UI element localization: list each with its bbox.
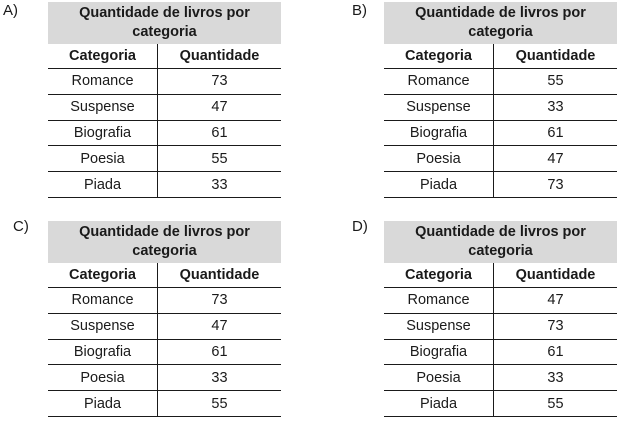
row-quantity: 61: [547, 124, 564, 141]
header-category: Categoria: [384, 44, 494, 68]
row-category: Piada: [384, 172, 494, 197]
row-category: Romance: [384, 288, 494, 313]
table-row: [384, 69, 617, 95]
table-row: [48, 314, 281, 340]
row-category: Suspense: [48, 95, 158, 120]
row-quantity: 73: [547, 176, 564, 193]
table-row: [48, 95, 281, 121]
row-quantity: 33: [547, 369, 564, 386]
table-title-line2: categoria: [132, 243, 197, 259]
row-category: Romance: [48, 69, 158, 94]
row-category: Suspense: [384, 95, 494, 120]
option-letter-a: A): [3, 2, 18, 19]
row-category: Romance: [48, 288, 158, 313]
table-title-line2: categoria: [468, 24, 533, 40]
row-quantity: 61: [211, 124, 228, 141]
row-category: Suspense: [384, 314, 494, 339]
row-category: Poesia: [384, 146, 494, 171]
row-quantity: 33: [211, 176, 228, 193]
row-category: Poesia: [384, 365, 494, 390]
row-quantity: 55: [547, 73, 564, 90]
table-row: [48, 391, 281, 417]
table-title: [48, 221, 281, 263]
row-quantity: 47: [211, 99, 228, 116]
table-row: [48, 288, 281, 314]
table-title-line1: Quantidade de livros por: [79, 5, 250, 21]
table-row: [384, 340, 617, 366]
row-category: Poesia: [48, 146, 158, 171]
option-letter-c: C): [13, 218, 29, 235]
table-title: [384, 221, 617, 263]
header-quantity: Quantidade: [179, 267, 260, 283]
header-quantity: Quantidade: [179, 48, 260, 64]
row-category: Piada: [48, 172, 158, 197]
option-letter-b: B): [352, 2, 367, 19]
table-header-row: [48, 44, 281, 69]
row-category: Piada: [48, 391, 158, 416]
row-category: Biografia: [48, 340, 158, 365]
row-quantity: 47: [547, 292, 564, 309]
table-title: [48, 2, 281, 44]
table-row: [384, 314, 617, 340]
table-title-line1: Quantidade de livros por: [415, 5, 586, 21]
row-quantity: 73: [547, 318, 564, 335]
table-row: [48, 146, 281, 172]
row-category: Romance: [384, 69, 494, 94]
row-category: Biografia: [384, 340, 494, 365]
row-category: Biografia: [48, 121, 158, 146]
table-row: [48, 69, 281, 95]
row-quantity: 47: [211, 318, 228, 335]
row-quantity: 33: [547, 99, 564, 116]
header-quantity: Quantidade: [515, 48, 596, 64]
row-quantity: 55: [211, 395, 228, 412]
option-c-table: [48, 221, 281, 417]
table-header-row: [48, 263, 281, 288]
table-row: [48, 340, 281, 366]
table-row: [48, 172, 281, 198]
row-quantity: 55: [547, 395, 564, 412]
row-quantity: 61: [547, 343, 564, 360]
table-row: [384, 146, 617, 172]
table-title-line1: Quantidade de livros por: [415, 224, 586, 240]
header-category: Categoria: [48, 263, 158, 287]
table-header-row: [384, 263, 617, 288]
table-title: [384, 2, 617, 44]
header-category: Categoria: [384, 263, 494, 287]
option-letter-d: D): [352, 218, 368, 235]
table-row: [384, 172, 617, 198]
table-row: [384, 95, 617, 121]
header-category: Categoria: [48, 44, 158, 68]
row-quantity: 33: [211, 369, 228, 386]
header-quantity: Quantidade: [515, 267, 596, 283]
option-d-table: [384, 221, 617, 417]
table-row: [48, 121, 281, 147]
option-a-table: [48, 2, 281, 198]
row-quantity: 47: [547, 150, 564, 167]
table-title-line1: Quantidade de livros por: [79, 224, 250, 240]
table-row: [384, 365, 617, 391]
table-row: [384, 121, 617, 147]
table-row: [384, 288, 617, 314]
row-category: Poesia: [48, 365, 158, 390]
row-quantity: 73: [211, 292, 228, 309]
row-category: Piada: [384, 391, 494, 416]
table-row: [48, 365, 281, 391]
row-quantity: 73: [211, 73, 228, 90]
table-title-line2: categoria: [468, 243, 533, 259]
row-quantity: 61: [211, 343, 228, 360]
row-category: Suspense: [48, 314, 158, 339]
table-row: [384, 391, 617, 417]
option-b-table: [384, 2, 617, 198]
row-category: Biografia: [384, 121, 494, 146]
table-header-row: [384, 44, 617, 69]
table-title-line2: categoria: [132, 24, 197, 40]
row-quantity: 55: [211, 150, 228, 167]
